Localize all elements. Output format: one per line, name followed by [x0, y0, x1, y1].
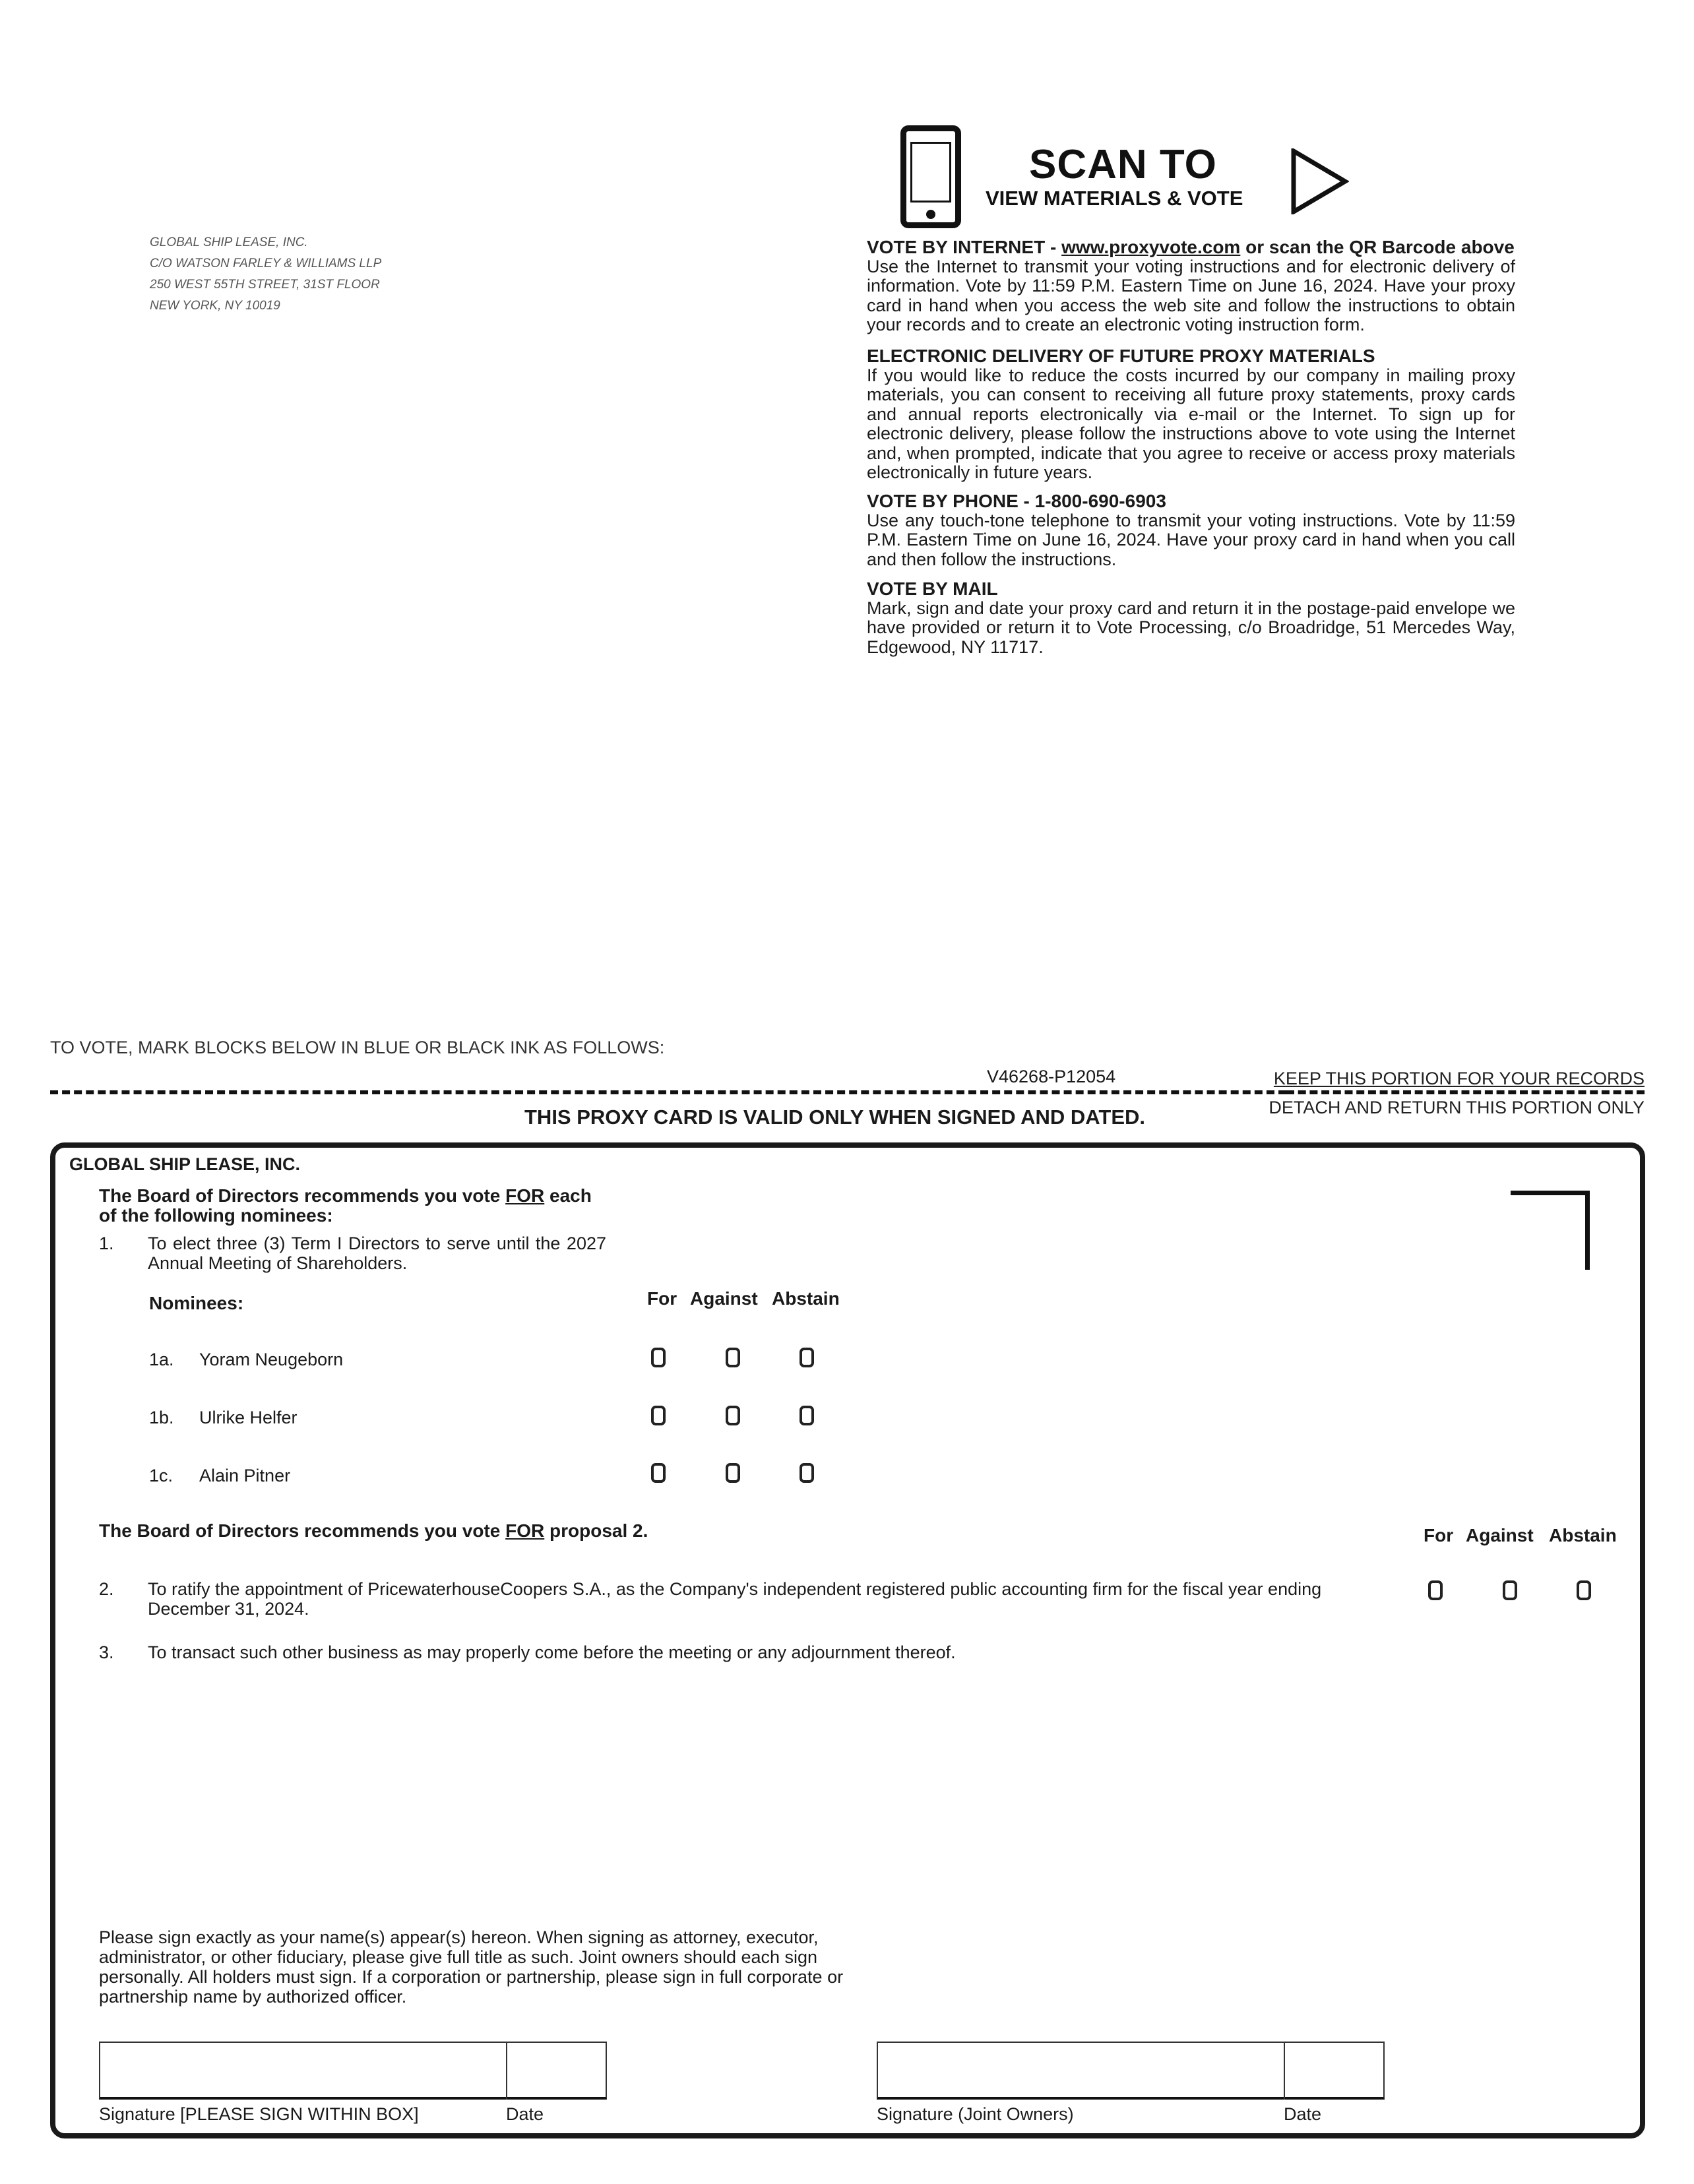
electronic-body: If you would like to reduce the costs incurred by our company in mailing proxy materials, you can consent to receiving all future proxy statements, proxy cards and annual reports electronically via e-mail or the Internet. To sign up for electronic delivery, please follow the instructions above to vote using the Internet and, when prompted, indicate that you agree to receive or access proxy materials electronically in future years. — [867, 365, 1515, 482]
date-label: Date — [1284, 2104, 1322, 2124]
col-for: For — [1424, 1525, 1454, 1545]
nominees-label: Nominees: — [149, 1293, 244, 1313]
keep-portion-text: KEEP THIS PORTION FOR YOUR RECORDS — [1273, 1069, 1645, 1088]
internet-heading — [867, 237, 1515, 257]
nominee-number: 1c. — [149, 1466, 173, 1485]
signature-date-divider — [506, 2042, 507, 2100]
proposal-2-against-checkbox[interactable] — [1503, 1580, 1517, 1600]
nominee-number: 1a. — [149, 1350, 174, 1369]
date-label: Date — [506, 2104, 544, 2124]
phone-heading: VOTE BY PHONE - 1-800-690-6903 — [867, 491, 1166, 511]
nominee-name: Alain Pitner — [199, 1466, 291, 1485]
rec2-suffix: proposal 2. — [544, 1520, 648, 1541]
detach-portion-text: DETACH AND RETURN THIS PORTION ONLY — [1269, 1098, 1645, 1117]
proposal-2-for-checkbox[interactable] — [1428, 1580, 1443, 1600]
col-abstain: Abstain — [772, 1288, 840, 1309]
control-number: V46268-P12054 — [987, 1067, 1116, 1086]
nominee-1c-against-checkbox[interactable] — [726, 1463, 740, 1483]
joint-signature-label: Signature (Joint Owners) — [877, 2104, 1074, 2124]
signature-date-divider — [1284, 2042, 1285, 2100]
scan-subtitle: VIEW MATERIALS & VOTE — [986, 187, 1243, 210]
signature-box[interactable] — [99, 2042, 607, 2100]
return-address-line: 250 WEST 55TH STREET, 31ST FLOOR — [150, 278, 380, 292]
mail-section — [867, 579, 1515, 657]
rec2-for: FOR — [505, 1520, 545, 1541]
nominee-1a-abstain-checkbox[interactable] — [800, 1348, 814, 1367]
nominee-1b-against-checkbox[interactable] — [726, 1406, 740, 1425]
electronic-section — [867, 346, 1515, 483]
vote-instructions: TO VOTE, MARK BLOCKS BELOW IN BLUE OR BLACK INK AS FOLLOWS: — [50, 1038, 665, 1057]
phone-icon — [900, 125, 961, 228]
internet-section — [867, 237, 1515, 335]
signature-label: Signature [PLEASE SIGN WITHIN BOX] — [99, 2104, 419, 2124]
recommendation-nominees — [99, 1186, 592, 1226]
recommendation-proposal-2 — [99, 1520, 648, 1542]
detach-line — [50, 1090, 1286, 1094]
validity-notice: THIS PROXY CARD IS VALID ONLY WHEN SIGNED AND DATED. — [524, 1106, 1146, 1129]
proposal-1-number: 1. — [99, 1233, 114, 1253]
nominee-1b-abstain-checkbox[interactable] — [800, 1406, 814, 1425]
nominee-number: 1b. — [149, 1408, 174, 1427]
proposal-2-abstain-checkbox[interactable] — [1577, 1580, 1591, 1600]
return-address-line: C/O WATSON FARLEY & WILLIAMS LLP — [150, 257, 382, 270]
nominee-1b-for-checkbox[interactable] — [651, 1406, 666, 1425]
registration-mark — [1511, 1191, 1590, 1270]
proposal-1-text: To elect three (3) Term I Directors to serve until the 2027 Annual Meeting of Shareholders. — [148, 1233, 606, 1273]
nominee-name: Ulrike Helfer — [199, 1408, 298, 1427]
proposal-2-text: To ratify the appointment of PricewaterhouseCoopers S.A., as the Company's independent registered public accounting firm for the fiscal year ending December 31, 2024. — [148, 1579, 1322, 1619]
col-against: Against — [690, 1288, 758, 1309]
rec1-prefix: The Board of Directors recommends you vote — [99, 1185, 506, 1206]
col-for: For — [647, 1288, 677, 1309]
internet-heading-prefix: VOTE BY INTERNET - — [867, 237, 1062, 257]
phone-section — [867, 491, 1515, 569]
col-abstain: Abstain — [1549, 1525, 1617, 1545]
nominee-1c-for-checkbox[interactable] — [651, 1463, 666, 1483]
return-address-line: GLOBAL SHIP LEASE, INC. — [150, 235, 308, 249]
nominee-1c-abstain-checkbox[interactable] — [800, 1463, 814, 1483]
nominee-1a-for-checkbox[interactable] — [651, 1348, 666, 1367]
nominee-name: Yoram Neugeborn — [199, 1350, 344, 1369]
return-address-line: NEW YORK, NY 10019 — [150, 299, 280, 313]
proposal-2-number: 2. — [99, 1579, 114, 1599]
phone-body: Use any touch-tone telephone to transmit your voting instructions. Vote by 11:59 P.M. Eastern Time on June 16, 2024. Have your proxy card in hand when you call and then follow the instructions. — [867, 510, 1515, 569]
proxyvote-link[interactable]: www.proxyvote.com — [1061, 237, 1241, 257]
detach-line — [1286, 1090, 1645, 1094]
rec2-prefix: The Board of Directors recommends you vote — [99, 1520, 506, 1541]
rec1-suffix: each — [544, 1185, 592, 1206]
scan-title: SCAN TO — [1029, 142, 1217, 187]
proposal-3-text: To transact such other business as may properly come before the meeting or any adjournment thereof. — [148, 1642, 956, 1662]
card-company-name: GLOBAL SHIP LEASE, INC. — [69, 1154, 301, 1174]
mail-heading: VOTE BY MAIL — [867, 578, 998, 599]
return-address — [150, 232, 381, 317]
rec1-line2: of the following nominees: — [99, 1205, 333, 1226]
electronic-heading: ELECTRONIC DELIVERY OF FUTURE PROXY MATERIALS — [867, 346, 1375, 366]
joint-signature-box[interactable] — [877, 2042, 1385, 2100]
mail-body: Mark, sign and date your proxy card and return it in the postage-paid envelope we have provided or return it to Vote Processing, c/o Broadridge, 51 Mercedes Way, Edgewood, NY 11717. — [867, 598, 1515, 657]
rec1-for: FOR — [505, 1185, 545, 1206]
col-against: Against — [1466, 1525, 1534, 1545]
proposal-3-number: 3. — [99, 1642, 114, 1662]
play-arrow-icon — [1290, 148, 1349, 214]
nominee-1a-against-checkbox[interactable] — [726, 1348, 740, 1367]
signing-instructions: Please sign exactly as your name(s) appear(s) hereon. When signing as attorney, executor, administrator, or other fiduciary, please give full title as such. Joint owners should each sign personally. All holders must sign. If a corporation or partnership, please sign in full corporate or partnership name by authorized officer. — [99, 1927, 844, 2007]
internet-heading-suffix: or scan the QR Barcode above — [1240, 237, 1515, 257]
internet-body: Use the Internet to transmit your voting instructions and for electronic delivery of information. Vote by 11:59 P.M. Eastern Time on June 16, 2024. Have your proxy card in hand when you access the web site and follow the instructions to obtain your records and to create an electronic voting instruction form. — [867, 256, 1515, 334]
